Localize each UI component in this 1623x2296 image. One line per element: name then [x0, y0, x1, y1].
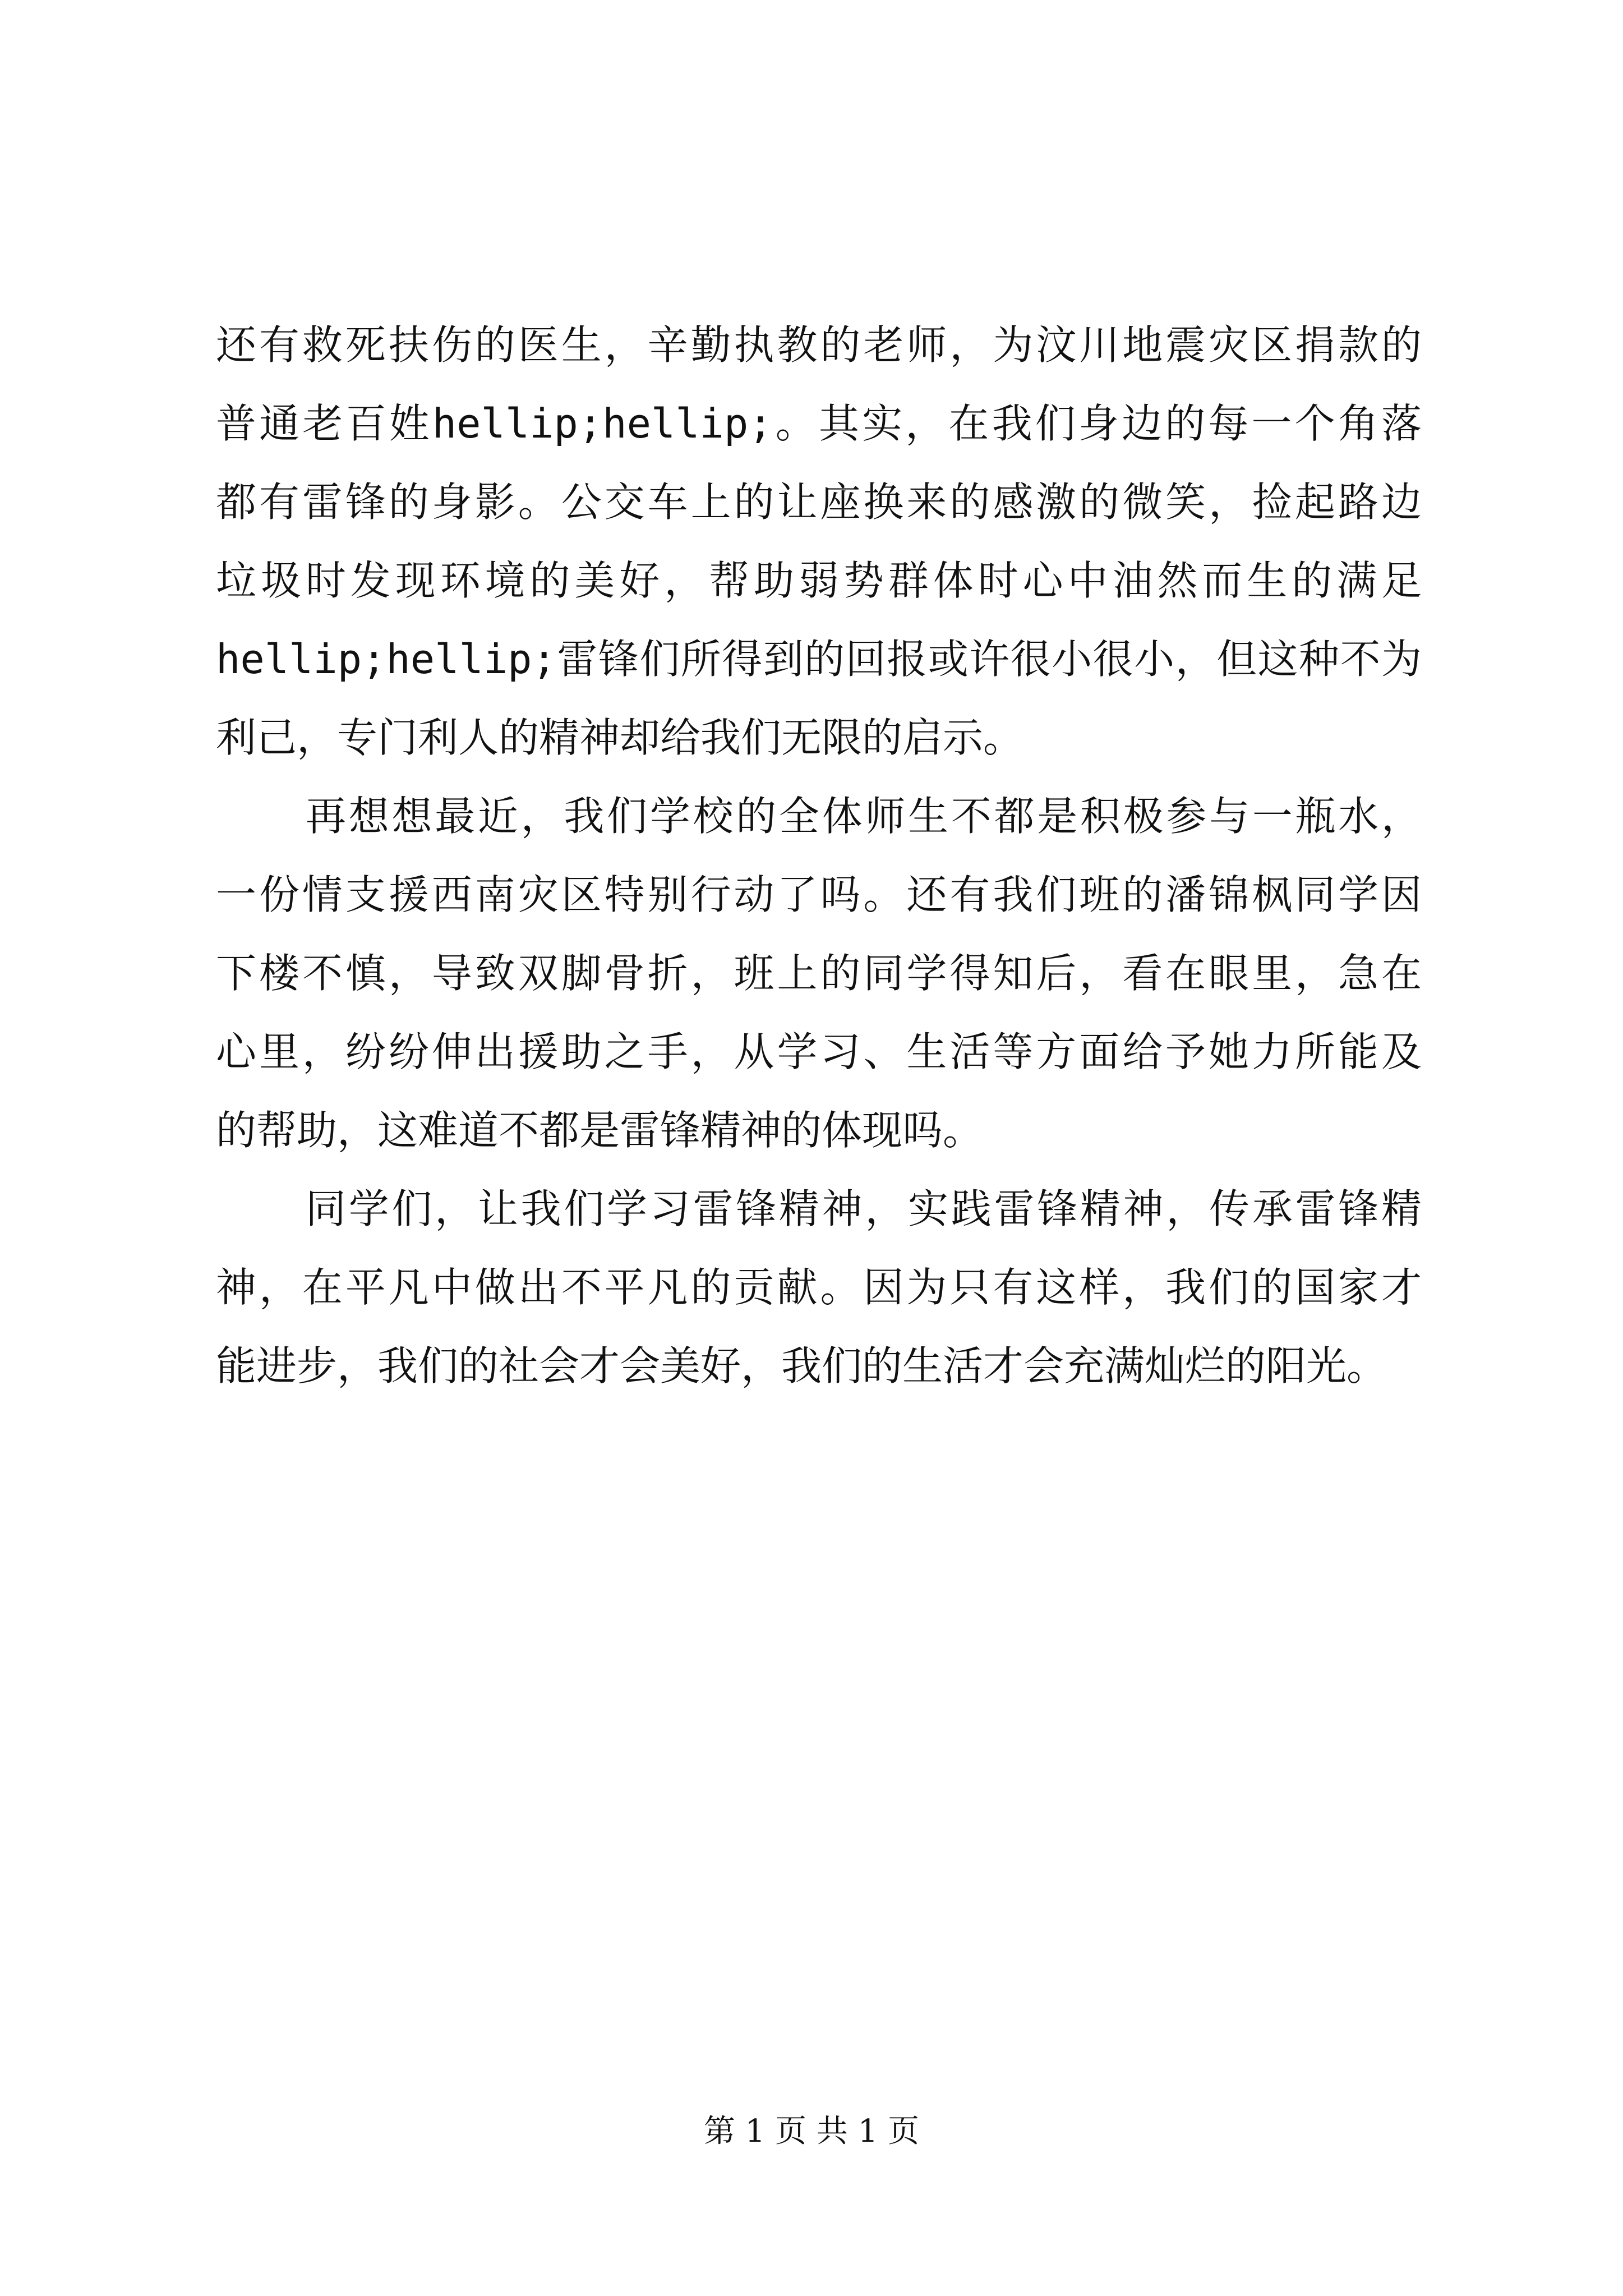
- paragraph-1: [216, 306, 1422, 777]
- paragraph-line: 还有救死扶伤的医生，辛勤执教的老师，为汶川地震灾区捐款的: [216, 321, 1422, 369]
- paragraph-2: [216, 777, 1422, 1170]
- paragraph-line: 垃圾时发现环境的美好，帮助弱势群体时心中油然而生的满足: [216, 557, 1422, 604]
- paragraph-line: 普通老百姓hellip;hellip;。其实，在我们身边的每一个角落: [216, 400, 1422, 447]
- paragraph-line: 心里，纷纷伸出援助之手，从学习、生活等方面给予她力所能及: [216, 1028, 1422, 1075]
- paragraph-line: 能进步，我们的社会才会美好，我们的生活才会充满灿烂的阳光。: [216, 1342, 1387, 1389]
- paragraph-line: 都有雷锋的身影。公交车上的让座换来的感激的微笑，捡起路边: [216, 478, 1422, 526]
- paragraph-line: 的帮助，这难道不都是雷锋精神的体现吗。: [216, 1107, 984, 1154]
- paragraph-line: 下楼不慎，导致双脚骨折，班上的同学得知后，看在眼里，急在: [216, 950, 1422, 997]
- paragraph-3: [216, 1170, 1422, 1405]
- paragraph-line: 再想想最近，我们学校的全体师生不都是积极参与一瓶水，: [306, 793, 1422, 840]
- page-footer: 第 1 页 共 1 页: [703, 2113, 920, 2150]
- paragraph-line: 一份情支援西南灾区特别行动了吗。还有我们班的潘锦枫同学因: [216, 871, 1422, 918]
- paragraph-line: 利己，专门利人的精神却给我们无限的启示。: [216, 714, 1024, 761]
- paragraph-line: 神，在平凡中做出不平凡的贡献。因为只有这样，我们的国家才: [216, 1264, 1422, 1311]
- paragraph-line: 同学们，让我们学习雷锋精神，实践雷锋精神，传承雷锋精: [306, 1185, 1422, 1232]
- paragraph-line: hellip;hellip;雷锋们所得到的回报或许很小很小，但这种不为: [216, 636, 1422, 683]
- document-body: [216, 306, 1422, 1405]
